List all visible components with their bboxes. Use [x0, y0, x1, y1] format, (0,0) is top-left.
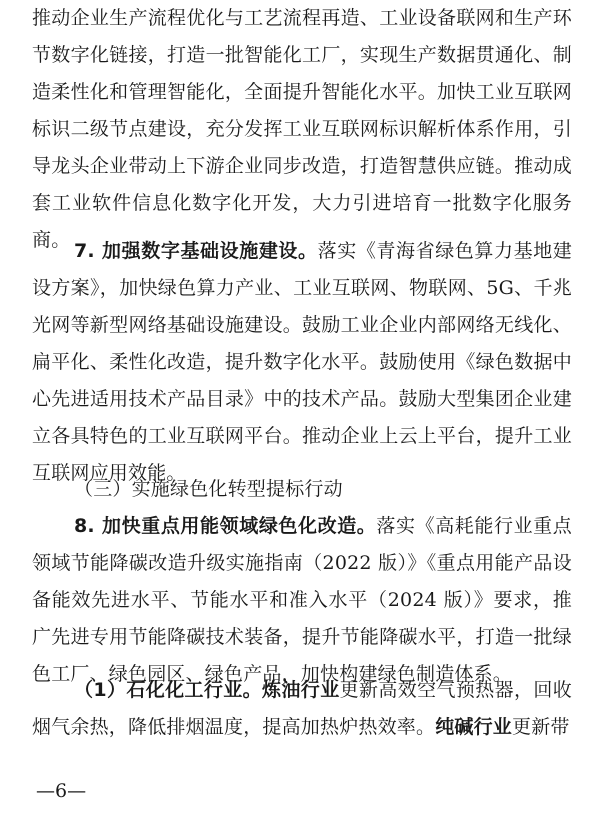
- heading-text: （三）实施绿色化转型提标行动: [74, 478, 343, 500]
- paragraph-text: 落实《青海省绿色算力基地建设方案》，加快绿色算力产业、工业互联网、物联网、5G、千兆光网等新型网络基础设施建设。鼓励工业企业内部网络无线化、扁平化、柔性化改造，提升数字化水平。鼓励使用《绿色数据中心先进适用技术产品目录》中的技术产品。鼓励大型集团企业建立各具特色的工业互联网平台。推动企业上云上平台，提升工业互联网应用效能。: [32, 240, 572, 484]
- industry-label-refining: 炼油行业: [262, 679, 340, 701]
- paragraph-petrochemical: [32, 672, 572, 746]
- section-heading-8: 8. 加快重点用能领域绿色化改造。: [74, 515, 377, 537]
- section-heading-3: [32, 471, 572, 508]
- paragraph-text: 推动企业生产流程优化与工艺流程再造、工业设备联网和生产环节数字化链接，打造一批智能化工厂，实现生产数据贯通化、制造柔性化和管理智能化，全面提升智能化水平。加快工业互联网标识二级节点建设，充分发挥工业互联网标识解析体系作用，引导龙头企业带动上下游企业同步改造，打造智慧供应链。推动成套工业软件信息化数字化开发，大力引进培育一批数字化服务商。: [32, 7, 572, 251]
- page-number: —6—: [36, 780, 87, 802]
- section-heading-7: 7. 加强数字基础设施建设。: [74, 240, 318, 262]
- industry-label-soda-ash: 纯碱行业: [435, 716, 513, 738]
- paragraph-digital-transformation: [32, 0, 572, 259]
- paragraph-text: 更新高效空气预热器，回收烟气余热，降低排烟温度，提高加热炉热效率。: [32, 679, 572, 738]
- subsection-heading-1: （1）石化化工行业。: [74, 679, 263, 701]
- paragraph-text-continued: 更新带: [512, 716, 570, 738]
- paragraph-text: 落实《高耗能行业重点领域节能降碳改造升级实施指南（2022 版）》《重点用能产品设备能效先进水平、节能水平和准入水平（2024 版）》要求，推广先进专用节能降碳技术装备，提升节能降碳水平，打造一批绿色工厂、绿色园区、绿色产品，加快构建绿色制造体系。: [32, 515, 572, 685]
- paragraph-digital-infrastructure: [32, 233, 572, 492]
- paragraph-green-transformation: [32, 508, 572, 693]
